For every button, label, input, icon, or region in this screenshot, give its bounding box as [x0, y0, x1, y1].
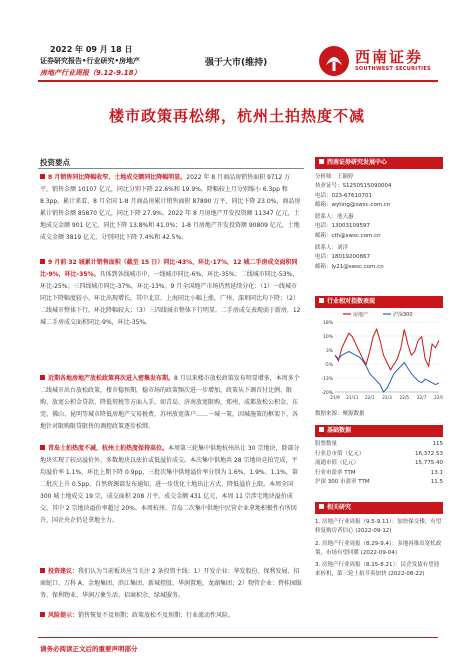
y-tick-label: -5%: [324, 362, 333, 368]
related-bar-label: 相关研究: [327, 504, 352, 511]
report-type: 证券研究报告•行业研究•房地产: [40, 57, 140, 65]
basic-data-panel: [315, 425, 443, 488]
section-rule: [38, 168, 304, 169]
paragraph-cities: [40, 257, 302, 329]
row-value: 11.5: [430, 479, 443, 485]
table-row: [315, 478, 443, 488]
bullet-icon: [40, 375, 45, 380]
table-row: [315, 440, 443, 450]
footer-disclaimer: 请务必阅读正文后的重要声明部分: [40, 645, 138, 653]
x-tick-label: 21/11: [346, 396, 359, 401]
analyst-bar: [315, 157, 443, 169]
x-tick-label: 22/5: [399, 396, 410, 401]
logo-mark-icon: [317, 44, 351, 78]
chart-bar: [315, 296, 443, 308]
paragraph-lead: 风险提示：: [48, 612, 79, 619]
relative-index-chart: [315, 308, 443, 404]
paragraph-text: 8 月以来楼市放松政策发布明显增多，本周多个二线城市出台放松政策，楼市稳预期，稳市场的政策频次进一步增加，政策从下调首付比例、限购、放宽公积金贷款、降低契税等方面入手。如青岛、济南放宽限购，郑州、成都放松公积金，东莞、佛山、昆明等城市降低房地产交易税费，苏州放宽落户……一城一策，因城施策的框架下，各地针对限购限贷限售的调控政策逐步松绑。: [40, 375, 300, 430]
x-tick-label: 22/3: [382, 396, 392, 401]
related-link[interactable]: 1. 房地产行业周报（9.5-9.11）：加快保交楼，有望修复购房者信心 (2022-09-12): [315, 519, 442, 535]
report-date: 2022 年 09 月 18 日: [50, 45, 133, 54]
y-tick-label: 3%: [325, 348, 333, 354]
analyst-bar-label: 西南证券研究发展中心: [327, 159, 388, 166]
legend-label: 沪深300: [393, 312, 413, 318]
bullet-icon: [40, 445, 45, 450]
square-icon: [319, 427, 324, 432]
row-value: 16,372.53: [415, 450, 443, 457]
x-tick-label: 22/7: [416, 396, 427, 401]
paragraph-text: 本周第三轮集中供地杭州出让 30 宗地块，除部分地块实现了较高溢价外，多数地块以底价或低溢价成交。本次集中供地共 28 宗地块竞拍完成，平均溢价率 1.1%，环比上期下降 0.9pp，三批次集中供地溢价率分别为 1.6%、1.9%、1.1%，第二批次上升 0.5pp，自然资源部发布通知，进一步优化土地出让方式，降低溢价上限。本周全国 300 城土地成交 19 宗，成交面积 208 万平，成交金额 431 亿元，本周 11 宗涉宅地块溢价成交，其中 2 宗地块溢价率超过 20%。本周杭州、青岛二次集中供地中民营企业拿地积极性有所回升，国企央企仍是拿地主力。: [40, 445, 300, 524]
analyst-panel: [315, 157, 443, 272]
chart-panel: [315, 296, 443, 417]
square-icon: [319, 504, 324, 509]
table-row: [315, 459, 443, 469]
paragraph-lead: 近期各地房地产放松政策再次进入密集发布期。: [48, 375, 175, 382]
related-link[interactable]: 2. 房地产行业周报（8.29-9.4）：多地再推出宽松政策，市场有望回暖 (2022-09-04): [315, 540, 442, 556]
x-tick-label: 21/9: [330, 396, 340, 401]
main-title: 楼市政策再松绑，杭州土拍热度不减: [108, 107, 365, 125]
analyst-email: 邮箱：wyting@swsc.com.cn: [315, 201, 391, 208]
paragraph-lead: 青岛土拍热度不减，杭州土拍热度保持高位。: [48, 445, 169, 452]
paragraph-text: 销售恢复不及预期；政策放松不及预期；行业流动性风险。: [78, 612, 235, 619]
related-list: [315, 518, 443, 580]
row-label: 行业总市值（亿元）: [315, 450, 365, 457]
y-tick-label: -13%: [321, 376, 333, 382]
analyst-cert: 执业证号：S1250515090004: [315, 183, 392, 190]
section-heading: 投资要点: [40, 158, 70, 167]
related-panel: [315, 502, 443, 580]
legend-label: 房地产: [353, 312, 369, 318]
paragraph-risk: [40, 610, 302, 622]
bullet-icon: [40, 568, 45, 573]
paragraph-policy: [40, 373, 302, 433]
row-label: 行业市盈率 TTM: [315, 469, 356, 476]
bullet-icon: [40, 174, 45, 179]
related-bar: [315, 502, 443, 514]
paragraph-text: 2022 年 8 月商品房销售面积 9712 万平，销售金额 10107 亿元，同比分别下降 22.6%和 19.9%，降幅较上月分别缩小 6.3pp 和 8.3pp。累计来看，8 月全国 1-8 月商品房累计销售面积 87890 万平，同比下降 23.0%，商品房累计销售金额 85870 亿元，同比下降 27.9%。2022 年 8 月房地产开发投资额 11347 亿元，土地成交金额 901 亿元，同比下降 13.8%和 41.0%；1-8 月房地产开发投资额 90809 亿元，土地成交金额 3819 亿元，分别同比下降 7.4%和 42.5%。: [40, 174, 301, 241]
contact-phone: 电话：13003109597: [315, 223, 370, 230]
series-line-csi300: [335, 352, 439, 393]
x-tick-label: 22/9: [434, 396, 443, 401]
y-tick-label: 10%: [322, 334, 333, 340]
y-tick-label: 18%: [322, 320, 333, 326]
row-value: 115: [432, 441, 443, 447]
paragraph-advice: [40, 566, 302, 602]
basic-data-bar-label: 基础数据: [327, 427, 352, 434]
paragraph-lead: 8 月销售同比降幅收窄，土地成交额同比降幅明显。: [48, 174, 187, 181]
paragraph-text: 具体到各线城市中，一线城市同比-6%，环比-35%；二线城市同比-53%，环比-25%；三四线城市同比-37%，环比-13%。9 月全国地产市场仍然延续分化：（1）一线城市同比下降幅度较小，环比出现增长，其中北京、上海同比小幅上涨，广州、深圳同比均下降；（2）二线城市整体下行，环比降幅较大；（3）三四线城市整体下行明显。二手房成交表现弱于新房，12 城二手房成交面积同比-9%，环比-35%。: [40, 271, 301, 326]
bullet-icon: [40, 259, 45, 264]
table-row: [315, 469, 443, 479]
y-tick-label: -20%: [321, 390, 333, 396]
analyst-list: [315, 173, 443, 272]
logo-text-cn: 西南证券: [355, 48, 424, 66]
related-link[interactable]: 3. 房地产行业周报（8.15-8.21）：民企发债有望迎来转机，第三轮土拍节奏加快 (2022-08-22): [315, 562, 440, 578]
row-value: 13.1: [430, 469, 443, 476]
footer-rule: [38, 637, 438, 638]
logo-text-en: SOUTHWEST SECURITIES: [355, 66, 431, 72]
header-rule: [38, 80, 438, 82]
basic-data-table: [315, 440, 443, 488]
paragraph-lead: 9 月前 32 城累计销售面积（截至 15 日）同比-43%，环比-17%，12 城二手房成交面积同比-9%，环比-35%。: [40, 259, 298, 278]
square-icon: [319, 298, 324, 303]
square-icon: [319, 159, 324, 164]
report-series-title: 房地产行业周报（9.12-9.18）: [40, 69, 141, 77]
table-row: [315, 450, 443, 460]
row-label: 流通市值（亿元）: [315, 460, 360, 466]
rating: 强于大市(维持): [205, 58, 268, 68]
paragraph-sales: [40, 172, 302, 244]
company-logo: [315, 42, 440, 82]
contact-email: 邮箱：ly21@swsc.com.cn: [315, 263, 384, 270]
basic-data-bar: [315, 425, 443, 437]
row-label: 股票数量: [315, 441, 338, 447]
chart-source: 数据来源：聚源数据: [315, 411, 365, 417]
paragraph-lead: 投资建议：: [48, 568, 79, 575]
contact-phone: 电话：18019200867: [315, 254, 370, 261]
analyst-name: 分析师：王颖婷: [315, 174, 354, 180]
bullet-icon: [40, 612, 45, 617]
analyst-phone: 电话：023-67610701: [315, 192, 372, 199]
paragraph-text: 我们认为当前板块应当关注 2 条投资主线：1）开发企业：华发股份、保利发展、招商蛇口、万科 A、金地集团、滨江集团、新城控股、华润置地、龙湖集团；2）物管企业：碧桂园服务、保利物业、华润万象生活、招商积余、绿城服务。: [40, 568, 302, 599]
paragraph-land: [40, 443, 302, 527]
contact-email: 邮箱：cth@swsc.com.cn: [315, 232, 381, 239]
contact-name: 联系人：池天惠: [315, 214, 354, 221]
contact-name: 联系人：刘洋: [315, 245, 349, 252]
row-label: 沪深 300 市盈率 TTM: [315, 479, 370, 485]
chart-bar-label: 行业相对指数表现: [327, 298, 376, 305]
row-value: 15,775.40: [415, 460, 443, 466]
x-tick-label: 22/1: [364, 396, 375, 401]
